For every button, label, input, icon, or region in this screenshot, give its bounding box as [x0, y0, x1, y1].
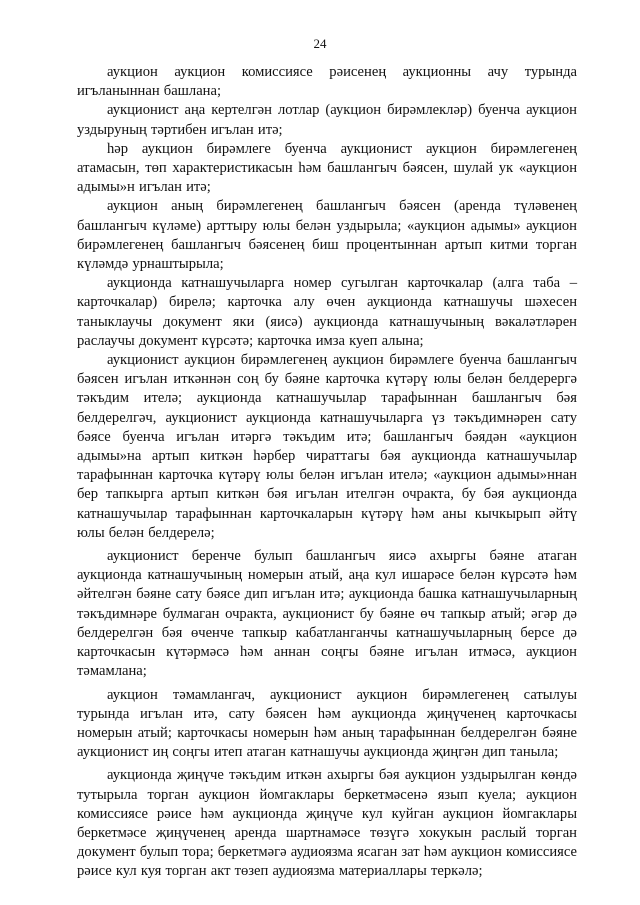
page-number: 24: [313, 36, 327, 51]
paragraph-7: аукционист беренче булып башлангыч яисә ахыргы бәяне атаган аукционда катнашучының номерын атый, аңа кул ишарәсе белән күрсәтә һәм әйтелгән бәяне сату бәясе дип игълан итә; аукционда башка катнашучыларның тәкъдимнәре булмаган очракта, аукционист бу бәяне өч тапкыр атый; әгәр дә белдерелгән бәя өченче тапкыр кабатланганчы катнашучыларның берсе дә карточкасын күтәрмәсә һәм аннан соңгы бәяне игълан итмәсә, аукцион тәмамлана;: [77, 548, 577, 680]
document-body: [77, 63, 577, 882]
paragraph-6: аукционист аукцион бирәмлегенең аукцион бирәмлеге буенча башлангыч бәясен игълан иткәннән соң бу бәяне карточка күтәрү юлы белән белдерергә тәкъдим ителә; аукционда катнашучылар тарафыннан башлангыч бәя белдерелгәч, аукционист аукционда катнашучыларга үз тәкъдимнәрен сату бәясе буенча игълан итәргә тәкъдим итә; башлангыч бәядән «аукцион адымы»на артып киткән һәрбер чираттагы бәя аукционда катнашучылар тарафыннан карточка күтәрү юлы белән игълан ителә; «аукцион адымы»ннан бер тапкырга артып киткән бәя игълан ителгән очракта, бу бәя аукционда катнашучылар тарафыннан карточкаларын күтәрү һәм аны кычкырып әйтү юлы белән белдерелә;: [77, 352, 577, 541]
paragraph-2: аукционист аңа кертелгән лотлар (аукцион бирәмлекләр) буенча аукцион уздыруның тәртибен игълан итә;: [77, 102, 577, 138]
paragraph-4: аукцион аның бирәмлегенең башлангыч бәясен (аренда түләвенең башлангыч күләме) арттыру юлы белән уздырыла; «аукцион адымы» аукцион бирәмлегенең башлангыч бәясенең биш процентыннан артып китми торган күләмдә урнаштырыла;: [77, 198, 577, 273]
paragraph-8: аукцион тәмамлангач, аукционист аукцион бирәмлегенең сатылуы турында игълан итә, сату бәясен һәм аукционда җиңүченең карточкасы номерын атый; карточкасы номерын һәм аның тарафыннан белдерелгән бәяне аукционист иң соңгы итеп атаган катнашучы аукционда җиңгән дип таныла;: [77, 686, 577, 761]
paragraph-1: аукцион аукцион комиссиясе рәисенең аукционны ачу турында игъланыннан башлана;: [77, 64, 577, 100]
paragraph-3: һәр аукцион бирәмлеге буенча аукционист аукцион бирәмлегенең атамасын, төп характеристикасын һәм башлангыч бәясен, шулай ук «аукцион адымы»н игълан итә;: [77, 140, 577, 196]
paragraph-5: аукционда катнашучыларга номер сугылган карточкалар (алга таба – карточкалар) бирелә; карточка алу өчен аукционда катнашучы шәхесен таныклаучы документ яки (яисә) аукционда катнашучының вәкаләтләрен раслаучы документ күрсәтә; карточка имза куеп алына;: [77, 275, 577, 349]
paragraph-9: аукционда җиңүче тәкъдим иткән ахыргы бәя аукцион уздырылган көндә тутырыла торган аукцион йомгаклары беркетмәсенә язып куела; аукцион комиссиясе рәисе һәм аукционда җиңүче кул куйган аукцион йомгаклары беркетмәсе җиңүченең аренда шартнамәсе төзүгә хокукын раслый торган документ булып тора; беркетмәгә аудиоязма ясаган зат һәм аукцион комиссиясе рәисе кул куя торган акт төзеп аудиоязма материаллары теркәлә;: [77, 767, 577, 880]
